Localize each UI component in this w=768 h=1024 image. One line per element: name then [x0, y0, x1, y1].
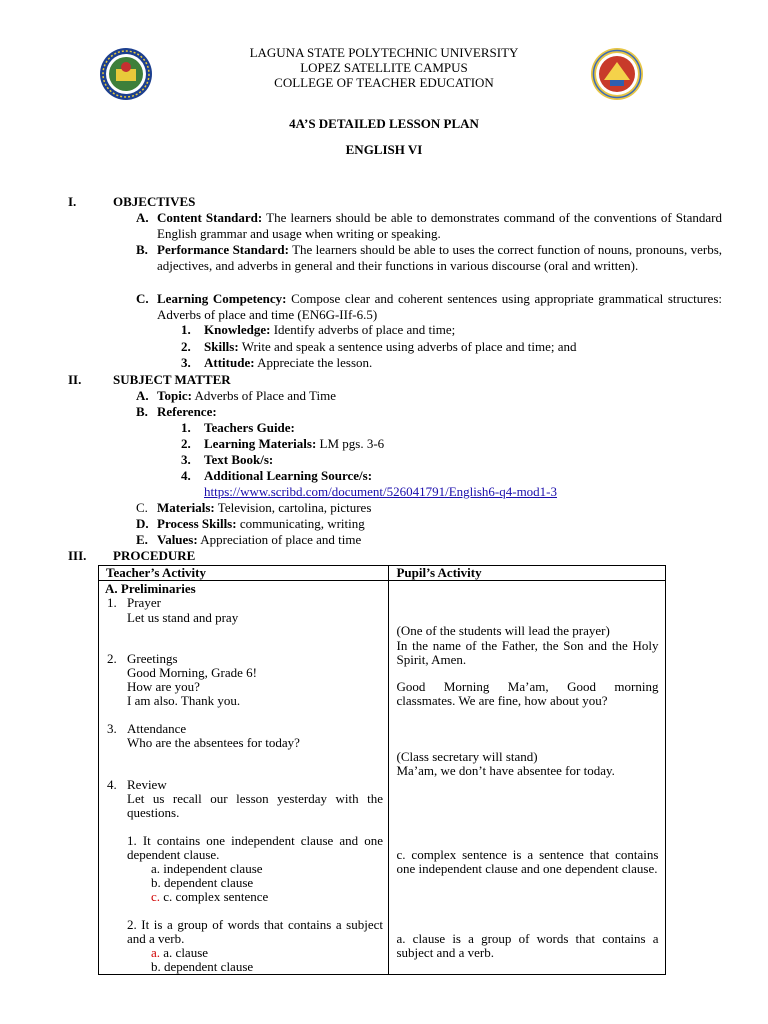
values-letter: E.: [136, 532, 148, 547]
skills-text: Write and speak a sentence using adverbs of place and time; and: [241, 339, 577, 354]
learning-competency: [157, 291, 722, 323]
review-instruction: Let us recall our lesson yesterday with the questions.: [127, 791, 383, 820]
greeting-line-3: I am also. Thank you.: [127, 693, 241, 708]
learning-materials: [204, 436, 384, 452]
attitude-label: Attitude:: [204, 355, 255, 370]
procedure-heading: PROCEDURE: [113, 548, 196, 563]
pupil-greeting-response: Good Morning Ma’am, Good morning classmates. We are fine, how about you?: [396, 679, 659, 708]
review-question-1: 1. It contains one independent clause and one dependent clause.: [127, 833, 383, 862]
attendance-question: Who are the absentees for today?: [127, 735, 300, 750]
reference-link[interactable]: https://www.scribd.com/document/526041791/English6-q4-mod1-3: [204, 484, 558, 499]
topic-letter: A.: [136, 388, 149, 403]
materials-text: Television, cartolina, pictures: [217, 500, 372, 515]
content-standard-letter: A.: [136, 210, 149, 225]
learning-materials-label: Learning Materials:: [204, 436, 317, 451]
pupil-attendance-response: Ma’am, we don’t have absentee for today.: [396, 763, 615, 778]
greeting-line-2: How are you?: [127, 679, 200, 694]
question-2-option-b: b. dependent clause: [151, 959, 254, 974]
subject-matter-numeral: II.: [68, 372, 82, 387]
reference-letter: B.: [136, 404, 148, 419]
materials: [157, 500, 371, 516]
pupil-prayer-note: (One of the students will lead the prayer): [396, 623, 610, 638]
objectives-heading: OBJECTIVES: [113, 194, 196, 209]
review-number: 4.: [107, 777, 117, 792]
teacher-activity-header: Teacher’s Activity: [106, 565, 207, 580]
question-1-option-c: c. c. complex sentence: [151, 889, 269, 904]
content-standard-label: Content Standard:: [157, 210, 263, 225]
additional-source-number: 4.: [181, 468, 191, 483]
question-1-option-c-text: c. complex sentence: [163, 889, 269, 904]
campus-name: LOPEZ SATELLITE CAMPUS: [300, 60, 468, 75]
topic-text: Adverbs of Place and Time: [194, 388, 337, 403]
question-2-option-a: a. a. clause: [151, 945, 209, 960]
pupil-attendance-note: (Class secretary will stand): [396, 749, 538, 764]
procedure-table: [98, 565, 666, 975]
process-skills-letter: D.: [136, 516, 149, 531]
skills-label: Skills:: [204, 339, 239, 354]
additional-source-label: Additional Learning Source/s:: [204, 468, 373, 483]
values-text: Appreciation of place and time: [200, 532, 362, 547]
question-2-option-a-text: a. clause: [163, 945, 209, 960]
pupil-answer-2: a. clause is a group of words that contains a subject and a verb.: [396, 931, 659, 960]
review-label: Review: [127, 777, 167, 792]
skills-objective: [204, 339, 577, 355]
teacher-activity-cell: [99, 581, 389, 975]
procedure-numeral: III.: [68, 548, 87, 563]
knowledge-objective: [204, 322, 455, 338]
performance-standard-label: Performance Standard:: [157, 242, 289, 257]
text-book-label: Text Book/s:: [204, 452, 274, 467]
topic: [157, 388, 336, 404]
pupil-activity-cell: [389, 581, 666, 975]
process-skills-text: communicating, writing: [239, 516, 365, 531]
subject-matter-heading: SUBJECT MATTER: [113, 372, 231, 387]
prayer-label: Prayer: [127, 595, 161, 610]
attitude-text: Appreciate the lesson.: [257, 355, 373, 370]
question-1-option-b: b. dependent clause: [151, 875, 254, 890]
text-book-number: 3.: [181, 452, 191, 467]
performance-standard-letter: B.: [136, 242, 148, 257]
greetings-number: 2.: [107, 651, 117, 666]
content-standard-text: The learners should be able to demonstrates command of the conventions of Standard English grammar and usage when writing or speaking.: [157, 210, 723, 241]
greeting-line-1: Good Morning, Grade 6!: [127, 665, 257, 680]
teacher-activity-header-cell: [99, 566, 389, 581]
review-question-2: 2. It is a group of words that contains a subject and a verb.: [127, 917, 383, 946]
pupil-activity-header: Pupil’s Activity: [396, 565, 482, 580]
prayer-number: 1.: [107, 595, 117, 610]
process-skills-label: Process Skills:: [157, 516, 237, 531]
reference-label: Reference:: [157, 404, 217, 419]
college-name: COLLEGE OF TEACHER EDUCATION: [274, 75, 494, 90]
subject-title: ENGLISH VI: [345, 142, 423, 157]
teachers-guide-label: Teachers Guide:: [204, 420, 295, 435]
teachers-guide-number: 1.: [181, 420, 191, 435]
materials-label: Materials:: [157, 500, 215, 515]
knowledge-number: 1.: [181, 322, 191, 337]
learning-competency-label: Learning Competency:: [157, 291, 287, 306]
pupil-answer-1: c. complex sentence is a sentence that contains one independent clause and one dependent clause.: [396, 847, 659, 876]
knowledge-label: Knowledge:: [204, 322, 271, 337]
attendance-number: 3.: [107, 721, 117, 736]
greetings-label: Greetings: [127, 651, 178, 666]
document-title: 4A’S DETAILED LESSON PLAN: [289, 116, 479, 131]
attendance-label: Attendance: [127, 721, 187, 736]
table-row: [99, 581, 666, 975]
content-standard: [157, 210, 722, 242]
learning-competency-letter: C.: [136, 291, 149, 306]
attitude-number: 3.: [181, 355, 191, 370]
pupil-prayer-response: In the name of the Father, the Son and the Holy Spirit, Amen.: [396, 638, 659, 667]
learning-materials-number: 2.: [181, 436, 191, 451]
learning-competency-text: Compose clear and coherent sentences using appropriate grammatical structures: Adverbs of place and time (EN6G-IIf-6.5): [157, 291, 723, 322]
pupil-activity-header-cell: [389, 566, 666, 581]
prayer-instruction: Let us stand and pray: [127, 610, 239, 625]
table-header-row: [99, 566, 666, 581]
preliminaries-heading: A. Preliminaries: [105, 581, 196, 596]
materials-letter: C.: [136, 500, 148, 515]
objectives-numeral: I.: [68, 194, 77, 209]
attitude-objective: [204, 355, 372, 371]
performance-standard-text: The learners should be able to uses the correct function of nouns, pronouns, verbs, adjectives, and adverbs in general and their functions in various discourse (oral and written).: [157, 242, 723, 273]
skills-number: 2.: [181, 339, 191, 354]
topic-label: Topic:: [157, 388, 192, 403]
values-label: Values:: [157, 532, 198, 547]
process-skills: [157, 516, 365, 532]
question-1-option-a: a. independent clause: [151, 861, 263, 876]
values: [157, 532, 361, 548]
learning-materials-text: LM pgs. 3-6: [319, 436, 385, 451]
knowledge-text: Identify adverbs of place and time;: [273, 322, 456, 337]
performance-standard: [157, 242, 722, 274]
university-name: LAGUNA STATE POLYTECHNIC UNIVERSITY: [249, 45, 519, 60]
